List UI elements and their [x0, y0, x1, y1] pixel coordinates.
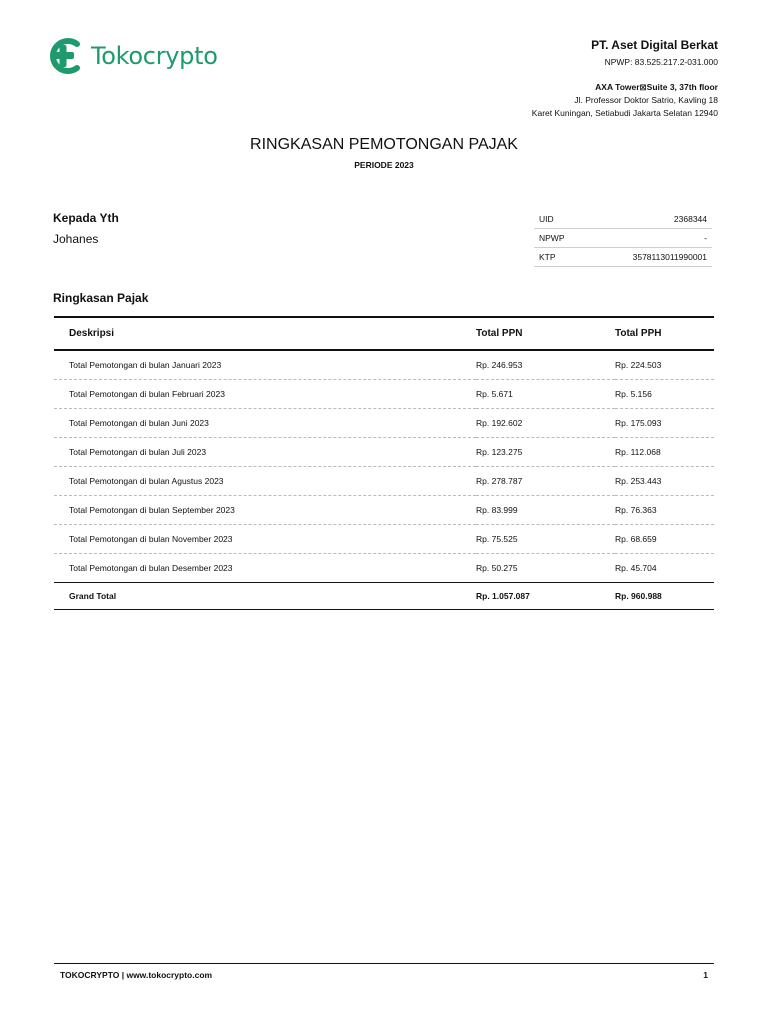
company-address-line1: AXA Tower⊠Suite 3, 37th floor	[595, 82, 718, 92]
row-description: Total Pemotongan di bulan Februari 2023	[54, 380, 476, 409]
company-name: PT. Aset Digital Berkat	[591, 38, 718, 52]
row-pph: Rp. 5.156	[615, 380, 714, 409]
row-ppn: Rp. 50.275	[476, 554, 615, 583]
column-header-description: Deskripsi	[54, 317, 476, 350]
section-heading: Ringkasan Pajak	[53, 291, 149, 305]
column-header-pph: Total PPH	[615, 317, 714, 350]
row-pph: Rp. 253.443	[615, 467, 714, 496]
table-row	[54, 554, 714, 583]
recipient-name: Johanes	[53, 232, 99, 246]
identity-label: KTP	[534, 248, 587, 267]
identity-label: NPWP	[534, 229, 587, 248]
company-npwp: NPWP: 83.525.217.2-031.000	[604, 57, 718, 67]
grand-total-label: Grand Total	[54, 583, 476, 610]
table-row	[54, 525, 714, 554]
footer-company: TOKOCRYPTO | www.tokocrypto.com	[60, 970, 213, 980]
tokocrypto-logo	[47, 37, 218, 75]
row-pph: Rp. 175.093	[615, 409, 714, 438]
row-description: Total Pemotongan di bulan Juli 2023	[54, 438, 476, 467]
recipient-label: Kepada Yth	[53, 211, 119, 225]
row-ppn: Rp. 83.999	[476, 496, 615, 525]
row-ppn: Rp. 123.275	[476, 438, 615, 467]
tax-summary-table	[54, 316, 714, 610]
row-pph: Rp. 112.068	[615, 438, 714, 467]
row-ppn: Rp. 278.787	[476, 467, 615, 496]
identity-table	[534, 210, 712, 267]
grand-total-ppn: Rp. 1.057.087	[476, 583, 615, 610]
table-row	[54, 496, 714, 525]
row-pph: Rp. 68.659	[615, 525, 714, 554]
row-description: Total Pemotongan di bulan Juni 2023	[54, 409, 476, 438]
table-row	[54, 380, 714, 409]
column-header-ppn: Total PPN	[476, 317, 615, 350]
row-ppn: Rp. 5.671	[476, 380, 615, 409]
document-title: RINGKASAN PEMOTONGAN PAJAK	[250, 136, 518, 153]
table-header-row	[54, 317, 714, 350]
page-number: 1	[703, 970, 708, 980]
table-row	[54, 409, 714, 438]
document-period: PERIODE 2023	[354, 160, 414, 170]
row-ppn: Rp. 75.525	[476, 525, 615, 554]
identity-row-ktp	[534, 248, 712, 267]
identity-label: UID	[534, 210, 587, 229]
company-address-line2: Jl. Professor Doktor Satrio, Kavling 18	[574, 95, 718, 105]
row-ppn: Rp. 192.602	[476, 409, 615, 438]
identity-row-uid	[534, 210, 712, 229]
row-description: Total Pemotongan di bulan Januari 2023	[54, 350, 476, 380]
table-row	[54, 438, 714, 467]
company-info	[532, 38, 718, 120]
brand-name: Tokocrypto	[91, 42, 218, 70]
spacer	[532, 69, 718, 81]
identity-row-npwp	[534, 229, 712, 248]
footer-divider	[54, 963, 714, 964]
row-description: Total Pemotongan di bulan September 2023	[54, 496, 476, 525]
row-pph: Rp. 224.503	[615, 350, 714, 380]
table-row	[54, 467, 714, 496]
identity-value: -	[587, 229, 712, 248]
row-ppn: Rp. 246.953	[476, 350, 615, 380]
row-pph: Rp. 45.704	[615, 554, 714, 583]
table-row	[54, 350, 714, 380]
tokocrypto-logo-icon	[47, 37, 87, 75]
identity-value: 3578113011990001	[587, 248, 712, 267]
grand-total-pph: Rp. 960.988	[615, 583, 714, 610]
company-address-line3: Karet Kuningan, Setiabudi Jakarta Selatan 12940	[531, 108, 718, 118]
grand-total-row	[54, 583, 714, 610]
identity-value: 2368344	[587, 210, 712, 229]
row-description: Total Pemotongan di bulan November 2023	[54, 525, 476, 554]
row-description: Total Pemotongan di bulan Desember 2023	[54, 554, 476, 583]
row-pph: Rp. 76.363	[615, 496, 714, 525]
row-description: Total Pemotongan di bulan Agustus 2023	[54, 467, 476, 496]
